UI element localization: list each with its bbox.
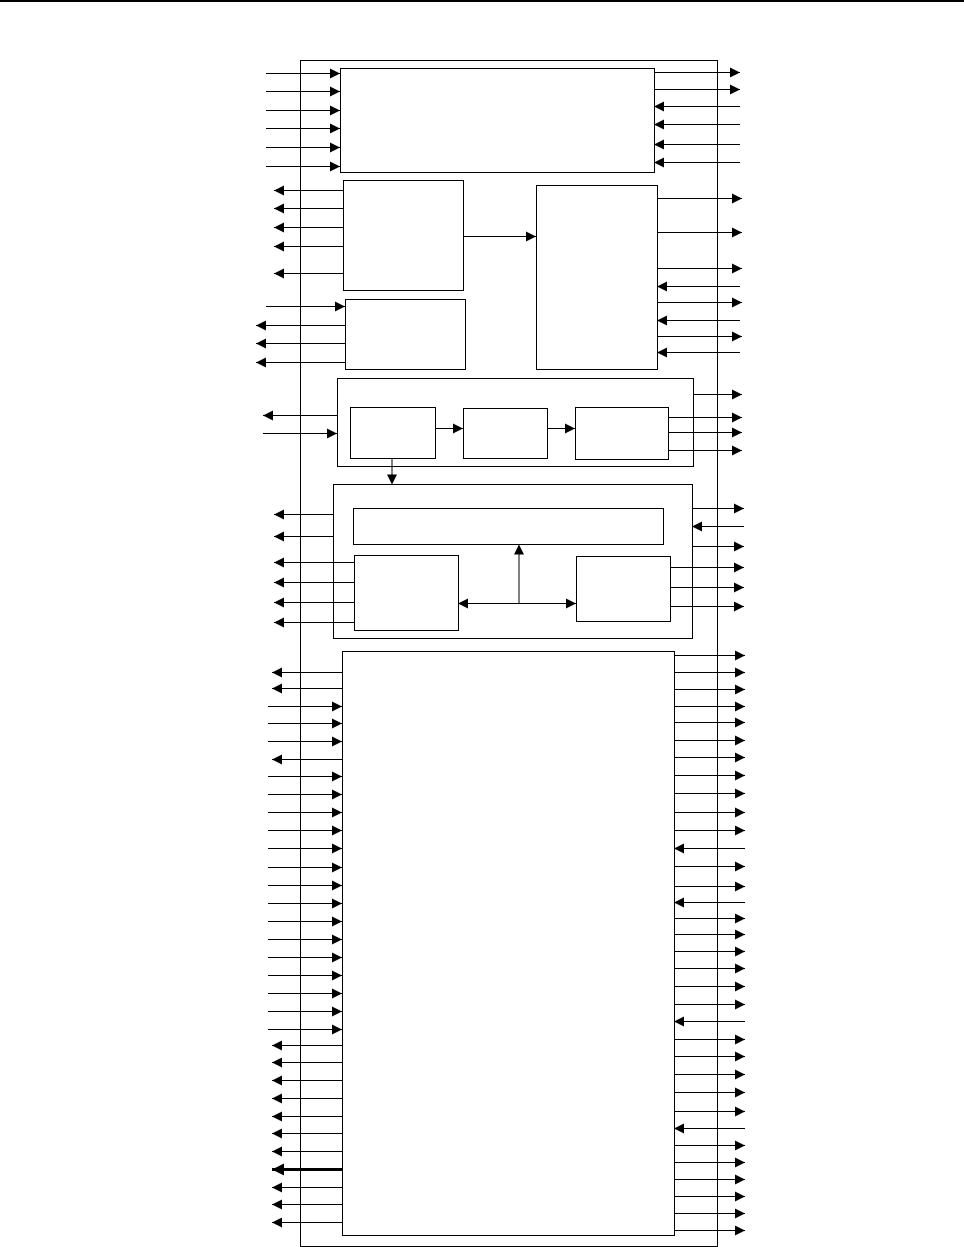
bus-bar: [354, 509, 664, 545]
package-outline: [301, 61, 718, 1247]
left-mid-block: [344, 181, 464, 291]
bus-right-unit: [577, 557, 671, 622]
bus-group: [334, 485, 693, 639]
pipeline-stage-3: [576, 408, 669, 460]
pipeline-group: [338, 379, 694, 467]
pipeline-stage-2: [464, 409, 548, 459]
bus-left-unit: [355, 556, 459, 631]
pipeline-stage-1: [351, 408, 436, 459]
io-block: [343, 652, 675, 1236]
top-block: [341, 69, 655, 173]
right-mid-block: [537, 186, 658, 370]
small-left-block: [346, 300, 466, 370]
